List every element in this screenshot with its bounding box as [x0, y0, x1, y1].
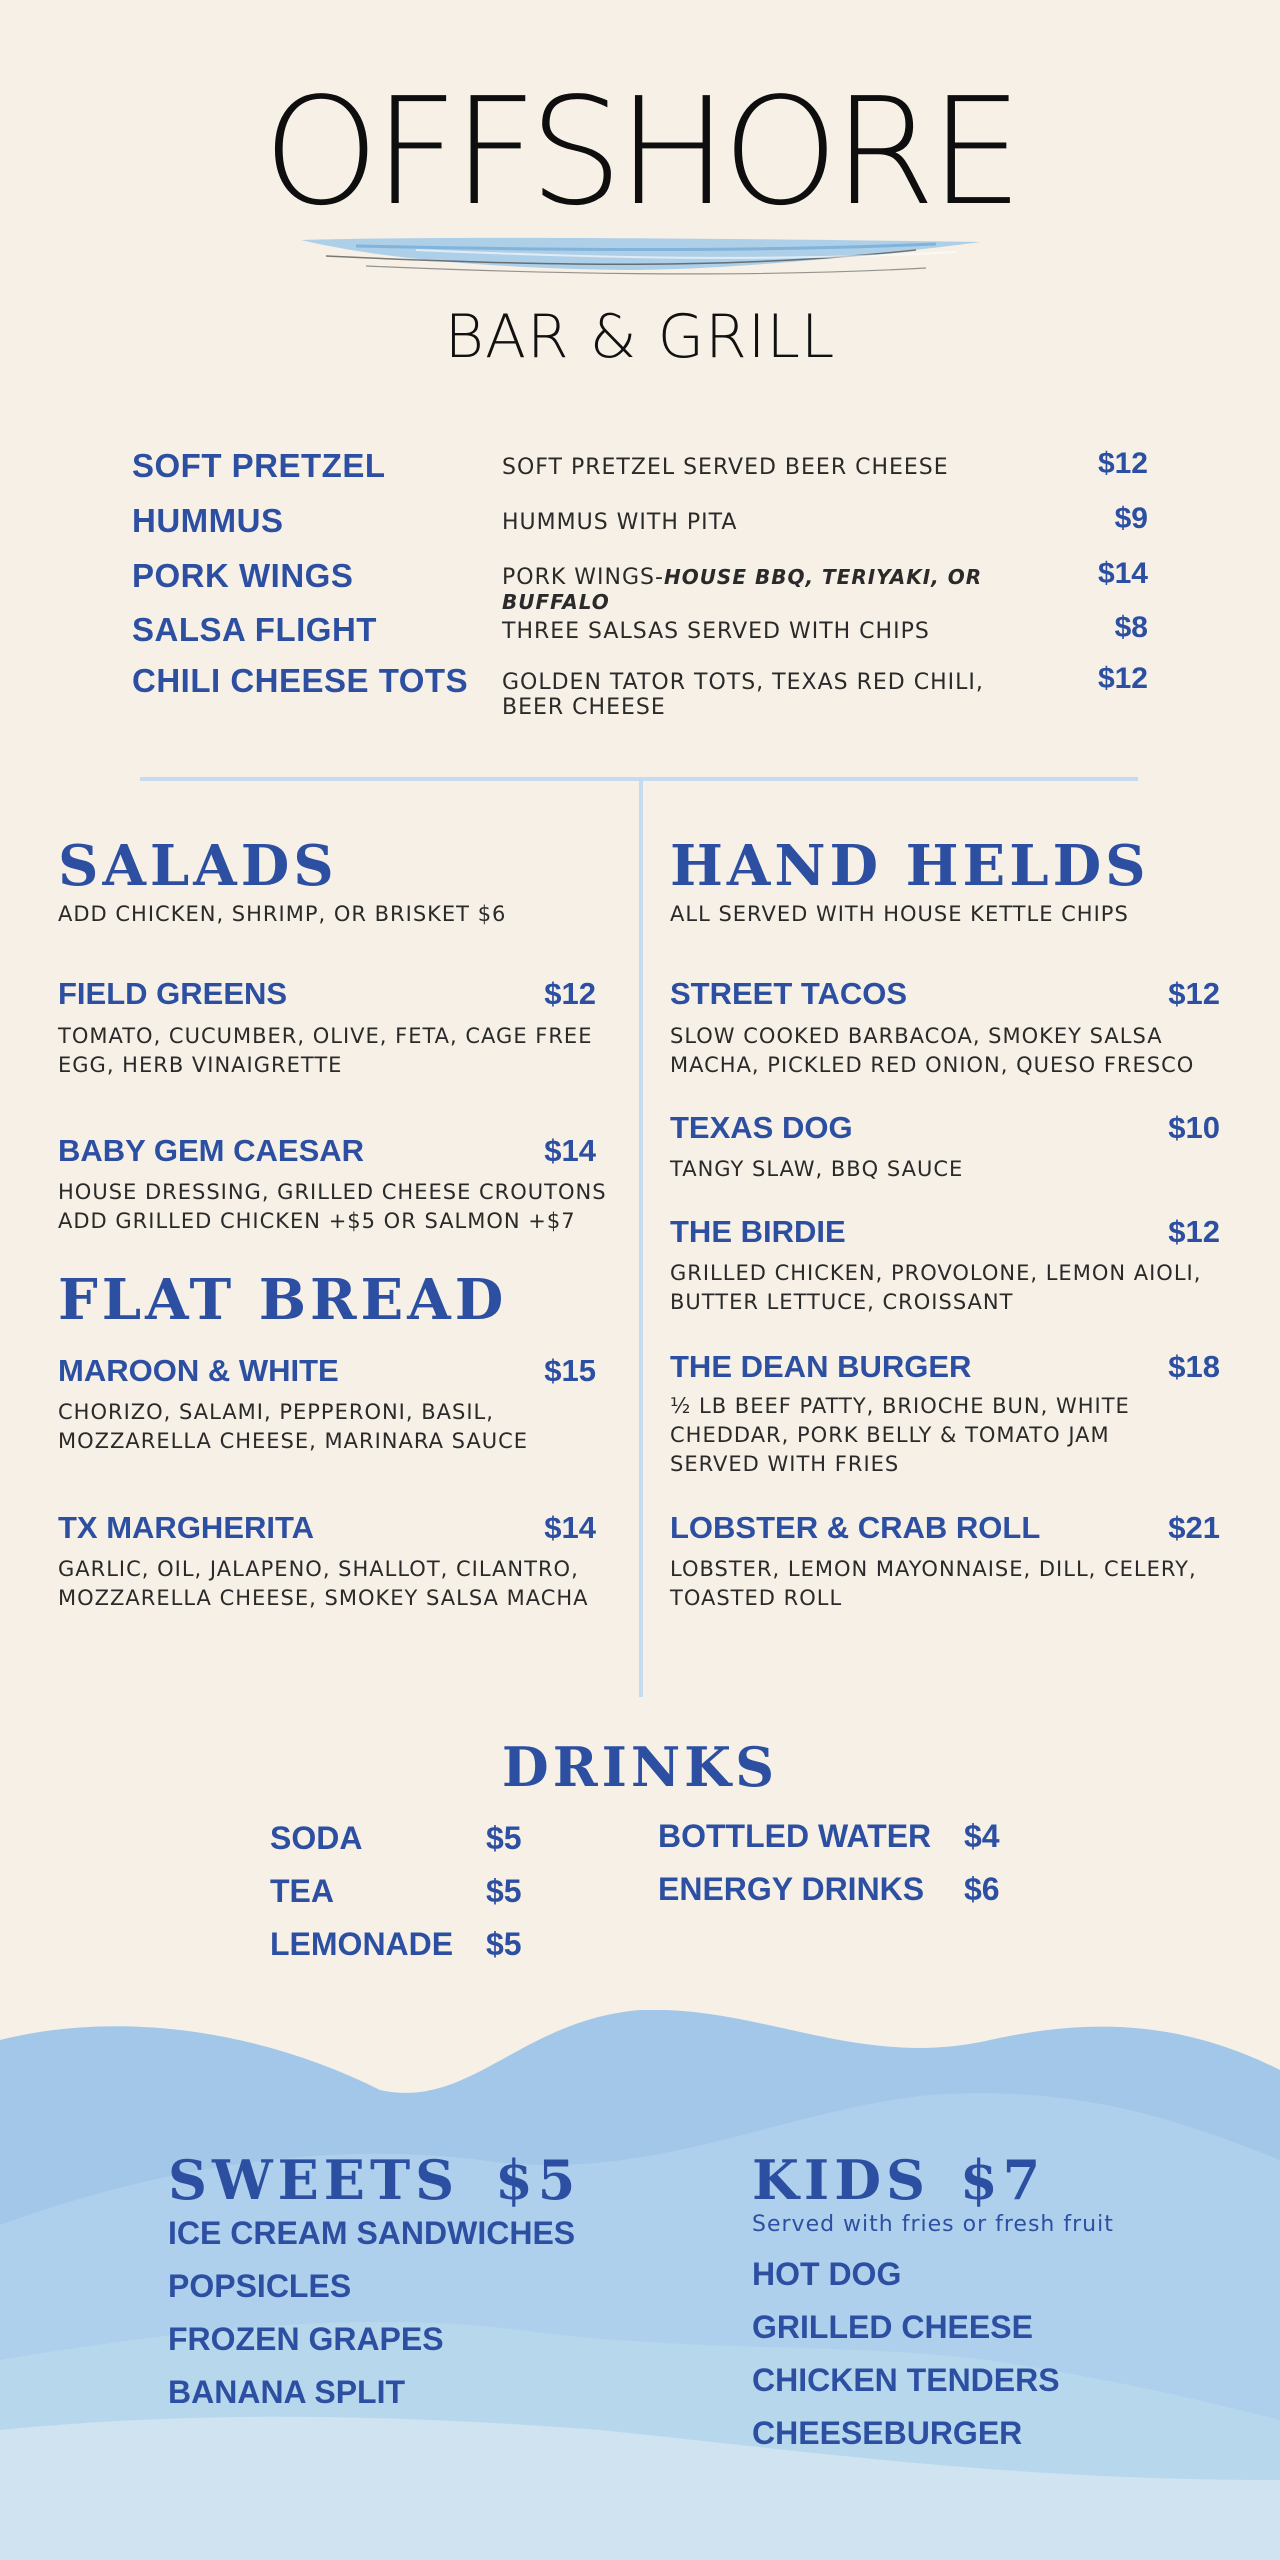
menu-item-description: GRILLED CHICKEN, PROVOLONE, LEMON AIOLI, BUTTER LETTUCE, CROISSANT [670, 1261, 1202, 1314]
section-heading-kids: KIDS $7 [752, 2148, 1046, 2212]
menu-item-name: MAROON & WHITE [58, 1353, 339, 1388]
drink-name: LEMONADE [270, 1926, 454, 1962]
sweets-item: ICE CREAM SANDWICHES [168, 2215, 576, 2251]
vertical-divider [639, 779, 643, 1697]
appetizer-price: $12 [1097, 447, 1148, 480]
drink-name: BOTTLED WATER [658, 1818, 932, 1854]
drink-price: $6 [964, 1871, 1000, 1907]
drink-price: $5 [486, 1926, 522, 1962]
menu-item-name: THE BIRDIE [670, 1214, 846, 1249]
menu-item-price: $21 [1168, 1510, 1220, 1545]
menu-item-price: $12 [1168, 976, 1220, 1011]
drink-price: $5 [486, 1873, 522, 1909]
menu-item-price: $12 [544, 976, 596, 1011]
appetizer-description: THREE SALSAS SERVED WITH CHIPS [502, 619, 930, 644]
appetizer-row [132, 662, 1148, 722]
appetizer-row [132, 447, 1148, 491]
menu-item-description: ½ LB BEEF PATTY, BRIOCHE BUN, WHITE CHEDDAR, PORK BELLY & TOMATO JAM SERVED WITH FRIES [670, 1394, 1130, 1476]
menu-item-name: TX MARGHERITA [58, 1510, 315, 1545]
appetizer-price: $14 [1097, 557, 1148, 590]
kids-item: CHICKEN TENDERS [752, 2362, 1060, 2398]
section-heading-flat-bread: FLAT BREAD [58, 1267, 508, 1333]
drink-name: ENERGY DRINKS [658, 1871, 925, 1907]
appetizer-description: SOFT PRETZEL SERVED BEER CHEESE [502, 455, 949, 480]
appetizer-description: HUMMUS WITH PITA [502, 510, 738, 535]
drink-name: SODA [270, 1820, 363, 1856]
menu-item-price: $14 [544, 1510, 596, 1545]
menu-item-name: STREET TACOS [670, 976, 908, 1011]
menu-item-description: GARLIC, OIL, JALAPENO, SHALLOT, CILANTRO, MOZZARELLA CHEESE, SMOKEY SALSA MACHA [58, 1557, 589, 1610]
drink-name: TEA [270, 1873, 334, 1909]
section-heading-sweets: SWEETS $5 [168, 2148, 581, 2212]
menu-item-price: $18 [1168, 1349, 1220, 1384]
drink-price: $4 [964, 1818, 1000, 1854]
menu-item-name: BABY GEM CAESAR [58, 1133, 365, 1168]
kids-item: HOT DOG [752, 2256, 902, 2292]
restaurant-logo-subtitle: BAR & GRILL [444, 302, 836, 372]
appetizer-price: $8 [1114, 611, 1148, 644]
appetizer-name: HUMMUS [132, 502, 284, 539]
appetizer-price: $12 [1097, 662, 1148, 695]
appetizer-row [132, 611, 1148, 655]
section-heading-hand-helds: HAND HELDS [670, 833, 1150, 899]
kids-item: CHEESEBURGER [752, 2415, 1023, 2451]
sweets-item: POPSICLES [168, 2268, 352, 2304]
menu-item-description: TANGY SLAW, BBQ SAUCE [670, 1157, 964, 1181]
menu-item-description: HOUSE DRESSING, GRILLED CHEESE CROUTONS ADD GRILLED CHICKEN +$5 OR SALMON +$7 [58, 1180, 607, 1233]
kids-note: Served with fries or fresh fruit [752, 2212, 1114, 2237]
section-heading-salads: SALADS [58, 833, 338, 899]
drink-price: $5 [486, 1820, 522, 1856]
menu-item-price: $10 [1168, 1110, 1220, 1145]
restaurant-logo-title: OFFSHORE [262, 66, 1018, 238]
appetizer-name: SALSA FLIGHT [132, 611, 377, 648]
appetizer-description: GOLDEN TATOR TOTS, TEXAS RED CHILI, BEER CHEESE [502, 670, 984, 720]
menu-item-name: FIELD GREENS [58, 976, 288, 1011]
handhelds-note: ALL SERVED WITH HOUSE KETTLE CHIPS [670, 902, 1129, 926]
menu-item-name: LOBSTER & CRAB ROLL [670, 1510, 1041, 1545]
menu-item-name: TEXAS DOG [670, 1110, 853, 1145]
brushstroke-logo-icon [296, 228, 986, 288]
salads-note: ADD CHICKEN, SHRIMP, OR BRISKET $6 [58, 902, 507, 926]
sweets-item: FROZEN GRAPES [168, 2321, 444, 2357]
appetizer-row [132, 557, 1148, 614]
appetizer-name: SOFT PRETZEL [132, 447, 386, 484]
menu-item-description: CHORIZO, SALAMI, PEPPERONI, BASIL, MOZZARELLA CHEESE, MARINARA SAUCE [58, 1400, 529, 1453]
appetizer-description: PORK WINGS-HOUSE BBQ, TERIYAKI, OR BUFFALO [502, 565, 983, 614]
menu-item-description: TOMATO, CUCUMBER, OLIVE, FETA, CAGE FREE EGG, HERB VINAIGRETTE [58, 1024, 593, 1077]
appetizer-name: PORK WINGS [132, 557, 354, 594]
menu-item-price: $14 [544, 1133, 596, 1168]
menu-item-description: SLOW COOKED BARBACOA, SMOKEY SALSA MACHA, PICKLED RED ONION, QUESO FRESCO [670, 1024, 1195, 1077]
appetizer-name: CHILI CHEESE TOTS [132, 662, 469, 699]
section-heading-drinks: DRINKS [501, 1735, 779, 1799]
appetizer-row [132, 502, 1148, 546]
menu-item-price: $15 [544, 1353, 596, 1388]
menu-item-description: LOBSTER, LEMON MAYONNAISE, DILL, CELERY, TOASTED ROLL [670, 1557, 1197, 1610]
appetizer-price: $9 [1114, 502, 1148, 535]
menu-item-name: THE DEAN BURGER [670, 1349, 972, 1384]
sweets-item: BANANA SPLIT [168, 2374, 406, 2410]
kids-item: GRILLED CHEESE [752, 2309, 1033, 2345]
menu-item-price: $12 [1168, 1214, 1220, 1249]
